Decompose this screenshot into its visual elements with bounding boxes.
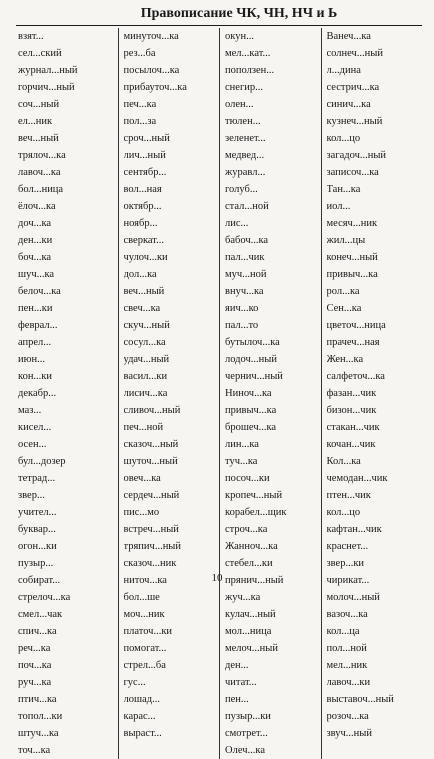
word-item: Ванеч...ка (326, 31, 371, 42)
word-item: Кол...ка (326, 456, 361, 467)
word-item: бизон...чик (326, 405, 377, 416)
word-item: шуточ...ный (123, 456, 178, 467)
word-item: олен... (225, 99, 254, 110)
word-item: окун... (225, 31, 254, 42)
word-item: поч...ка (18, 660, 52, 671)
word-item: привыч...ка (326, 269, 378, 280)
word-item: тетрад... (18, 473, 56, 484)
word-item: чирикат... (326, 575, 370, 586)
word-item: птен...чик (326, 490, 371, 501)
word-item: журавл... (225, 167, 266, 178)
word-item: кол...ца (326, 626, 360, 637)
word-item: ел...ник (18, 116, 53, 127)
word-item: сверкат... (123, 235, 164, 246)
word-item: ден... (225, 660, 249, 671)
word-item: пол...за (123, 116, 157, 127)
word-item: маз... (18, 405, 42, 416)
word-item: привыч...ка (225, 405, 277, 416)
word-item: кисел... (18, 422, 52, 433)
word-item: месяч...ник (326, 218, 378, 229)
word-item: посылоч...ка (123, 65, 180, 76)
word-item: стрелоч...ка (18, 592, 71, 603)
word-item: снегир... (225, 82, 263, 93)
word-item: лис... (225, 218, 249, 229)
word-item: стал...ной (225, 201, 269, 212)
word-item: туч...ка (225, 456, 258, 467)
word-item: собират... (18, 575, 61, 586)
word-item: реч...ка (18, 643, 51, 654)
word-item: минуточ...ка (123, 31, 179, 42)
word-column-4 (321, 28, 423, 759)
word-item: внуч...ка (225, 286, 264, 297)
word-item: топол...ки (18, 711, 63, 722)
word-item: посоч...ки (225, 473, 270, 484)
word-item: моч...ник (123, 609, 165, 620)
word-item: Ниноч...ка (225, 388, 272, 399)
word-column-2 (118, 28, 220, 759)
word-item: прянич...ный (225, 575, 284, 586)
word-item: яич...ко (225, 303, 259, 314)
word-item: сосул...ка (123, 337, 166, 348)
word-item: пол...ной (326, 643, 367, 654)
word-item: брошеч...ка (225, 422, 277, 433)
word-item: веч...ный (123, 286, 165, 297)
word-item: сказоч...ный (123, 439, 179, 450)
word-item: пен... (225, 694, 249, 705)
word-item: точ...ка (18, 745, 51, 756)
word-item: взят... (18, 31, 44, 42)
word-item: лодоч...ный (225, 354, 277, 365)
word-item: лин...ка (225, 439, 259, 450)
word-item: июн... (18, 354, 45, 365)
word-item: сестрич...ка (326, 82, 380, 93)
word-column-3 (219, 28, 321, 759)
word-item: чулоч...ки (123, 252, 168, 263)
word-item: бутылоч...ка (225, 337, 280, 348)
word-item: голуб... (225, 184, 258, 195)
word-item: ден...ки (18, 235, 53, 246)
word-item: штуч...ка (18, 728, 59, 739)
word-item: лисич...ка (123, 388, 168, 399)
word-item: сроч...ный (123, 133, 170, 144)
word-item: вол...ная (123, 184, 162, 195)
word-item: печ...ной (123, 422, 164, 433)
word-item: мел...кат... (225, 48, 271, 59)
word-item: руч...ка (18, 677, 52, 688)
word-item: пен...ки (18, 303, 53, 314)
word-item: выраст... (123, 728, 162, 739)
word-item: кулач...ный (225, 609, 276, 620)
word-item: звер... (18, 490, 45, 501)
word-item: горчич...ный (18, 82, 75, 93)
word-item: пис...мо (123, 507, 160, 518)
word-item: пузыр...ки (225, 711, 271, 722)
word-item: белоч...ка (18, 286, 61, 297)
word-item: птич...ка (18, 694, 57, 705)
word-grid (16, 28, 422, 759)
word-item: розоч...ка (326, 711, 369, 722)
word-item: дол...ка (123, 269, 157, 280)
word-item: гус... (123, 677, 146, 688)
word-item: бол...ница (18, 184, 64, 195)
word-item: пал...чик (225, 252, 265, 263)
word-item: феврал... (18, 320, 58, 331)
word-item: васил...ки (123, 371, 168, 382)
word-item: сентябр... (123, 167, 167, 178)
word-item: поползен... (225, 65, 275, 76)
word-item: прачеч...ная (326, 337, 380, 348)
word-item: солнеч...ный (326, 48, 383, 59)
word-item: кузнеч...ный (326, 116, 383, 127)
word-item: лошад... (123, 694, 160, 705)
word-item: чернич...ный (225, 371, 283, 382)
word-item: удач...ный (123, 354, 170, 365)
word-item: боч...ка (18, 252, 52, 263)
word-item: платоч...ки (123, 626, 173, 637)
word-item: молоч...ный (326, 592, 380, 603)
word-item: пузыр... (18, 558, 54, 569)
word-item: печ...ка (123, 99, 157, 110)
word-item: салфеточ...ка (326, 371, 385, 382)
word-item: мел...ник (326, 660, 368, 671)
word-item: иол... (326, 201, 351, 212)
word-item: доч...ка (18, 218, 52, 229)
word-item: веч...ный (18, 133, 59, 144)
word-item: читат... (225, 677, 257, 688)
word-item: звуч...ный (326, 728, 372, 739)
word-item: кон...ки (18, 371, 53, 382)
word-item: загадоч...ный (326, 150, 387, 161)
word-item: лавоч...ка (18, 167, 61, 178)
word-item: смел...чак (18, 609, 63, 620)
word-item: соч...ный (18, 99, 60, 110)
word-item: корабел...щик (225, 507, 287, 518)
word-item: огон...ки (18, 541, 57, 552)
word-item: лич...ный (123, 150, 166, 161)
word-item: тряпич...ный (123, 541, 181, 552)
word-item: звер...ки (326, 558, 365, 569)
word-item: рол...ка (326, 286, 360, 297)
word-item: стрел...ба (123, 660, 166, 671)
page-number: 10 (211, 572, 223, 584)
word-item: Сен...ка (326, 303, 362, 314)
word-item: фазан...чик (326, 388, 377, 399)
word-item: конеч...ный (326, 252, 378, 263)
word-item: сел...ский (18, 48, 62, 59)
word-item: шуч...ка (18, 269, 55, 280)
word-item: Тан...ка (326, 184, 361, 195)
word-item: буквар... (18, 524, 56, 535)
word-item: помогат... (123, 643, 167, 654)
word-item: Жен...ка (326, 354, 364, 365)
word-item: медвед... (225, 150, 265, 161)
word-item: сливоч...ный (123, 405, 181, 416)
title-rule (16, 25, 422, 26)
word-item: овеч...ка (123, 473, 161, 484)
word-item: синич...ка (326, 99, 371, 110)
word-item: осен... (18, 439, 47, 450)
word-item: прибауточ...ка (123, 82, 187, 93)
word-item: л...дина (326, 65, 361, 76)
word-item: учител... (18, 507, 57, 518)
word-item: строч...ка (225, 524, 268, 535)
word-item: карас... (123, 711, 156, 722)
word-item: кол...цо (326, 507, 361, 518)
word-item: Жанноч...ка (225, 541, 278, 552)
word-item: бул...дозер (18, 456, 66, 467)
word-item: кафтан...чик (326, 524, 382, 535)
word-item: свеч...ка (123, 303, 161, 314)
word-item: смотрет... (225, 728, 268, 739)
word-item: кол...цо (326, 133, 361, 144)
word-item: записоч...ка (326, 167, 379, 178)
word-item: сердеч...ный (123, 490, 180, 501)
word-item: встреч...ный (123, 524, 179, 535)
word-item: ниточ...ка (123, 575, 167, 586)
word-item: мелоч...ный (225, 643, 278, 654)
word-item: мол...ница (225, 626, 272, 637)
word-column-1 (16, 28, 118, 759)
word-item: ноябр... (123, 218, 158, 229)
word-item: кропеч...ный (225, 490, 283, 501)
word-item: краснет... (326, 541, 369, 552)
word-item: сказоч...ник (123, 558, 177, 569)
word-item: выставоч...ный (326, 694, 394, 705)
word-item: жил...цы (326, 235, 366, 246)
word-item: Олеч...ка (225, 745, 265, 756)
word-item: пал...то (225, 320, 259, 331)
word-item: трялоч...ка (18, 150, 66, 161)
word-item: ёлоч...ка (18, 201, 56, 212)
word-item: рез...ба (123, 48, 156, 59)
word-item: цветоч...ница (326, 320, 386, 331)
word-item: вазоч...ка (326, 609, 368, 620)
word-item: октябр... (123, 201, 162, 212)
word-item: декабр... (18, 388, 57, 399)
word-item: спич...ка (18, 626, 57, 637)
word-item: журнал...ный (18, 65, 78, 76)
word-item: бол...ше (123, 592, 160, 603)
word-item: зеленет... (225, 133, 266, 144)
word-item: тюлен... (225, 116, 261, 127)
word-item: муч...ной (225, 269, 267, 280)
word-item: стакан...чик (326, 422, 380, 433)
word-item: стебел...ки (225, 558, 273, 569)
page-title: Правописание ЧК, ЧН, НЧ и Ь (140, 6, 338, 21)
word-item: бабоч...ка (225, 235, 269, 246)
word-item: лавоч...ки (326, 677, 371, 688)
word-item: кочан...чик (326, 439, 376, 450)
word-item: чемодан...чик (326, 473, 388, 484)
word-item: жуч...ка (225, 592, 261, 603)
word-item: скуч...ный (123, 320, 170, 331)
word-item: апрел... (18, 337, 52, 348)
